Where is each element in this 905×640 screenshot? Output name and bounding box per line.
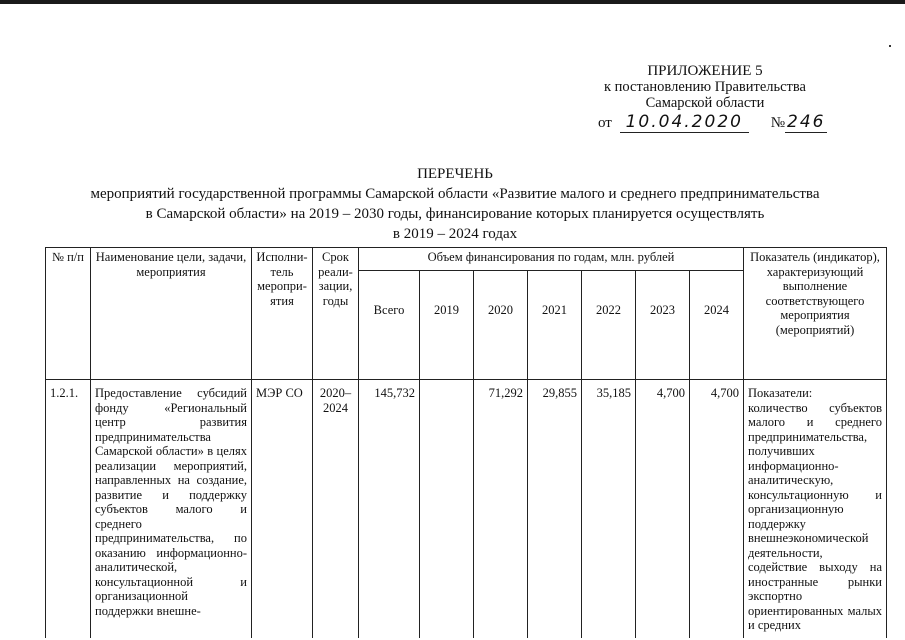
row-executor: МЭР СО — [252, 380, 313, 639]
header-2023: 2023 — [636, 271, 690, 380]
decree-number: 246 — [787, 112, 826, 132]
row-indicator — [744, 380, 887, 639]
row-no: 1.2.1. — [46, 380, 91, 639]
scan-mark — [889, 45, 891, 47]
appendix-title: ПРИЛОЖЕНИЕ 5 — [647, 63, 763, 79]
appendix-line-2: Самарской области — [645, 95, 765, 111]
header-2021: 2021 — [528, 271, 582, 380]
header-term: Срок реали-зации, годы — [313, 248, 359, 380]
row-2020: 71,292 — [474, 380, 528, 639]
measures-table — [45, 247, 887, 638]
heading-line-2: в Самарской области» на 2019 – 2030 годы, финансирование которых планируется осуществлять — [145, 206, 765, 222]
appendix-block — [590, 63, 820, 111]
decree-date: 10.04.2020 — [620, 112, 749, 133]
header-2019: 2019 — [420, 271, 474, 380]
header-2024: 2024 — [690, 271, 744, 380]
document-heading — [60, 164, 850, 244]
header-executor: Исполни-тель меропри-ятия — [252, 248, 313, 380]
row-2024: 4,700 — [690, 380, 744, 639]
heading-line-3: в 2019 – 2024 годах — [392, 226, 518, 242]
table-header-row — [46, 248, 887, 271]
decree-date-line — [598, 112, 827, 133]
header-name: Наименование цели, задачи, мероприятия — [91, 248, 252, 380]
row-2019 — [420, 380, 474, 639]
indicator-text: количество субъектов малого и среднего предпринимательства, получивших информационно-аналитическую, консультационную и организационную поддержку внешнеэкономической деятельности, содействие выходу на иностранные рынки экспортно ориентированных малых и средних — [748, 400, 882, 632]
top-edge — [0, 0, 905, 4]
header-indicator: Показатель (индикатор), характеризующий выполнение соответствующего мероприятия (мероприятий) — [744, 248, 887, 380]
header-total: Всего — [359, 271, 420, 380]
date-prefix: от — [598, 115, 612, 131]
table-row — [46, 380, 887, 639]
row-total: 145,732 — [359, 380, 420, 639]
header-funding: Объем финансирования по годам, млн. рублей — [359, 248, 744, 271]
heading-title: ПЕРЕЧЕНЬ — [417, 166, 493, 182]
header-2022: 2022 — [582, 271, 636, 380]
header-2020: 2020 — [474, 271, 528, 380]
row-2023: 4,700 — [636, 380, 690, 639]
heading-line-1: мероприятий государственной программы Самарской области «Развитие малого и среднего предпринимательства — [90, 186, 820, 202]
row-2021: 29,855 — [528, 380, 582, 639]
appendix-line-1: к постановлению Правительства — [604, 79, 806, 95]
row-name: Предоставление субсидий фонду «Региональный центр развития предпринимательства Самарской области» в целях реализации мероприятий, направленных на создание, развитие и поддержку субъектов малого и среднего предпринимательства, по оказанию информационно-аналитической, консультационной и организационной поддержки внешне- — [91, 380, 252, 639]
row-term: 2020–2024 — [313, 380, 359, 639]
number-prefix: № — [770, 115, 786, 131]
row-2022: 35,185 — [582, 380, 636, 639]
indicator-label: Показатели: — [748, 386, 813, 400]
header-no: № п/п — [46, 248, 91, 380]
